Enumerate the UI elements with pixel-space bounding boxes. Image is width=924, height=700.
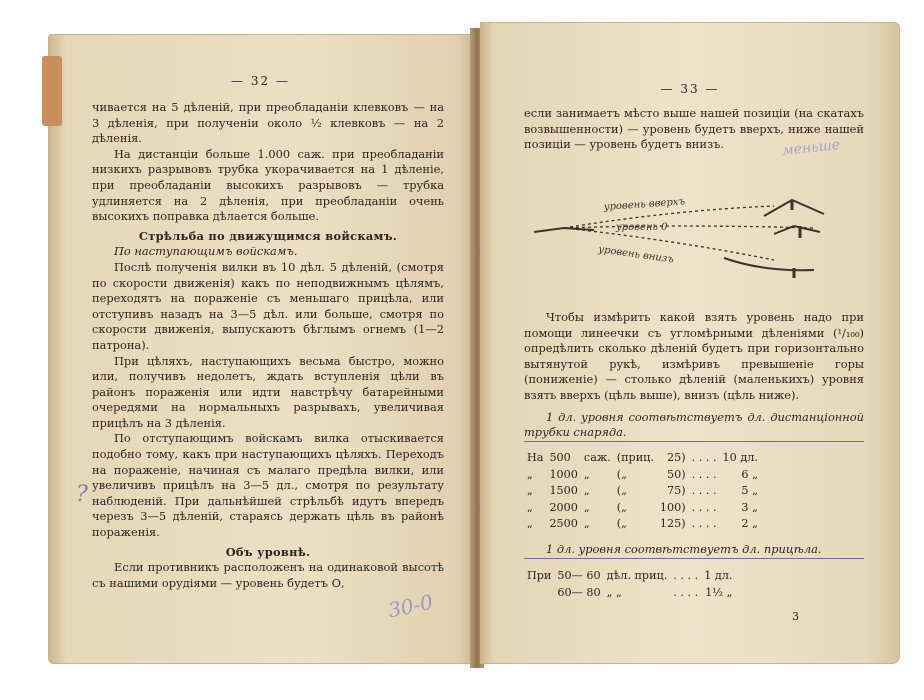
paragraph: Чтобы измѣрить какой взять уровень надо при помощи линеечки съ угломѣрными дѣленіями (¹/₁₀₀) опредѣлить сколько дѣленій будетъ при горизонтально вытянутой рукѣ, измѣривъ превышеніе горы (пониженіе) — столько дѣленій (маленькихъ) уровня взять вверхъ (цѣль выше), внизъ (цѣль ниже). [524,310,864,402]
table-cell: дѣл. приц. [606,569,668,582]
paragraph: если занимаетъ мѣсто выше нашей позиціи (на скатахъ возвышенности) — уровень будетъ вверхъ, ниже нашей позиціи — уровень будетъ внизъ. [524,106,864,152]
section-heading: Стрѣльба по движущимся войскамъ. [138,228,398,243]
table-cell: 50) [667,467,686,481]
table-cell: . . . . [691,484,717,497]
table-cell: 100) [659,500,686,514]
table-cell [524,585,554,602]
paragraph: На дистанціи больше 1.000 саж. при преобладаніи низкихъ разрывовъ трубка укорачивается на 1 дѣленіе, при преобладаніи высокихъ разрывовъ — трубка удлиняется на 2 дѣленія, при преобладаніи очень высокихъ поправка дѣлается больше. [92,146,444,224]
pencil-note: меньше [781,136,841,160]
table-cell: На [527,451,544,464]
table-cell: „ [583,517,590,530]
range-table-2 [524,568,735,601]
table-cell: 2000 [549,500,578,514]
paragraph: При цѣляхъ, наступающихъ весьма быстро, можно или, получивъ недолетъ, ждать вступленія цѣли въ районъ пораженія или идти навстрѣчу батарейными очередями на нормальныхъ разрывахъ, увеличивая прицѣлъ на 3 дѣленія. [92,353,444,430]
printer-signature: 3 [792,610,799,623]
right-page [480,22,900,664]
diagram-label-up: уровень вверхъ [603,196,686,213]
table-cell: саж. [583,451,611,464]
table-cell: . . . . [691,451,717,464]
table-cell: 2500 [549,517,578,530]
table-cell: 25) [667,451,686,464]
table-row [524,568,735,585]
pencil-mark: 30-0 [385,589,435,623]
table-cell: . . . . [691,517,717,530]
table-cell: („ [616,500,627,514]
page-tab [42,56,62,126]
table-row [524,585,735,602]
table-cell: „ [583,500,590,514]
table-cell: . . . . [691,500,717,514]
table-cell: „ [527,467,533,481]
table-cell: 10 дл. [722,451,758,464]
rule-statement: 1 дл. уровня соотвѣтствуетъ дл. прицѣла. [524,542,864,559]
diagram-label-zero: уровень 0 [616,222,668,233]
table-cell: 5 „ [741,484,758,497]
table-cell: При [527,569,552,582]
table-row [524,483,761,500]
table-cell: 1½ „ [705,585,733,599]
table-cell: 6 „ [741,467,758,481]
pencil-mark: ? [76,482,88,507]
diagram-label-down: уровень внизъ [597,244,675,266]
table-cell: „ [527,500,533,514]
table-row [524,467,761,484]
right-page-text [524,542,864,559]
table-cell: „ [583,484,590,497]
table-cell: 1 дл. [704,569,733,582]
right-page-text [524,310,864,442]
table-cell: 50— 60 [557,569,601,582]
section-heading: Объ уровнѣ. [225,544,311,559]
open-book [40,20,910,675]
paragraph: По отступающимъ войскамъ вилка отыскивается подобно тому, какъ при наступающихъ цѣляхъ. Переходъ на пораженіе, начиная съ малаго предѣла вилки, или увеличивъ прицѣлъ на 3—5 дл., смотря по результату наблюденій. При дальнѣйшей стрѣльбѣ идутъ впередъ черезъ 3—5 дѣленій, стараясь держать цѣль въ районѣ пораженія. [92,431,444,540]
table-cell: („ [616,517,627,530]
table-cell: (приц. [616,451,654,464]
rule-statement: 1 дл. уровня соотвѣтствуетъ дл. дистанціонной трубки снаряда. [524,410,864,442]
table-cell: „ [583,467,590,481]
level-diagram [524,188,854,298]
table-cell: („ [616,467,627,481]
table-cell: . . . . [673,585,699,599]
left-page [48,34,473,664]
table-cell: 60— 80 [557,585,601,599]
table-cell: („ [616,484,627,497]
paragraph: чивается на 5 дѣленій, при преобладаніи клевковъ — на 3 дѣленія, при полученіи около ½ клевковъ — на 2 дѣленія. [92,100,444,146]
table-cell: . . . . [673,569,699,582]
table-cell: 1000 [549,467,578,481]
table-cell: „ [527,517,533,530]
table-cell: 75) [667,484,686,497]
table-cell: . . . . [691,467,717,481]
paragraph: Если противникъ расположенъ на одинаковой высотѣ съ нашими орудіями — уровень будетъ О, [92,560,444,590]
table-cell: „ „ [606,585,622,599]
paragraph: Послѣ полученія вилки въ 10 дѣл. 5 дѣленій, (смотря по скорости движенія) какъ по неподвижнымъ цѣлямъ, переходятъ на пораженіе съ меньшаго прицѣла, или отступивъ назадъ на 3—5 дѣл. или больше, смотря по скорости движенія, выпускаютъ бѣглымъ огнемъ (1—2 патрона). [92,259,444,352]
table-cell: 1500 [549,484,578,497]
range-table-1 [524,450,761,533]
table-cell: „ [527,484,533,497]
table-cell: 2 „ [741,517,758,530]
page-number-right: — 33 — [660,82,720,96]
table-cell: 125) [659,517,686,530]
subheading: По наступающимъ войскамъ. [114,244,298,259]
table-cell: 3 „ [741,500,758,514]
table-cell: 500 [549,451,571,464]
table-row [524,500,761,517]
left-page-text [92,100,444,591]
table-row [524,450,761,467]
page-number-left: — 32 — [231,74,290,88]
table-row [524,516,761,533]
